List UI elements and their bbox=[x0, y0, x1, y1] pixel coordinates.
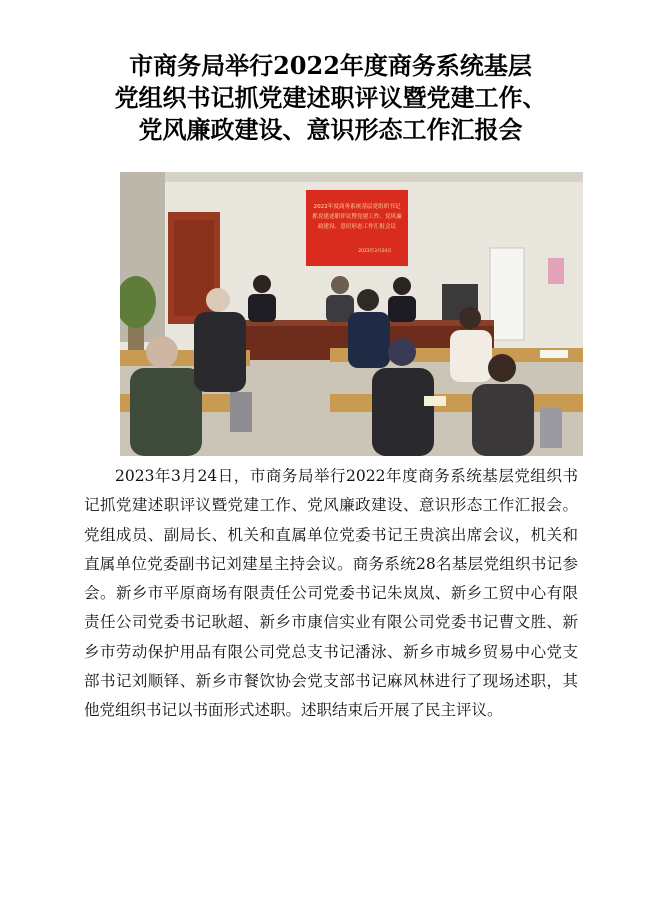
photo-ceiling bbox=[120, 172, 583, 182]
photo-audience-body bbox=[130, 368, 202, 456]
photo-audience-body bbox=[472, 384, 534, 456]
title-line-1: 市商务局举行2022年度商务系统基层 bbox=[129, 51, 532, 80]
meeting-photo bbox=[120, 172, 583, 456]
photo-chair bbox=[230, 392, 252, 432]
photo-audience-body bbox=[450, 330, 492, 382]
photo-audience-head bbox=[206, 288, 230, 312]
photo-person-head bbox=[393, 277, 411, 295]
photo-person-body bbox=[388, 296, 416, 322]
photo-banner-date: 2023年3月24日 bbox=[358, 249, 392, 254]
photo-audience-head bbox=[488, 354, 516, 382]
photo-poster bbox=[548, 258, 564, 284]
article-body: 2023年3月24日，市商务局举行2022年度商务系统基层党组织书记抓党建述职评议暨党建工作、党风廉政建设、意识形态工作汇报会。党组成员、副局长、机关和直属单位党委书记王贵滨出席会议，机关和直属单位党委副书记刘建星主持会议。商务系统28名基层党组织书记参会。新乡市平原商场有限责任公司党委书记朱岚岚、新乡工贸中心有限责任公司党委书记耿超、新乡市康信实业有限公司党委书记曹文胜、新乡市劳动保护用品有限公司党总支书记潘泳、新乡市城乡贸易中心党支部书记刘顺铎、新乡市餐饮协会党支部书记麻风林进行了现场述职，其他党组织书记以书面形式述职。述职结束后开展了民主评议。 bbox=[84, 467, 578, 720]
photo-paper bbox=[540, 350, 568, 358]
photo-chair bbox=[540, 408, 562, 448]
photo-audience-head bbox=[357, 289, 379, 311]
photo-person-head bbox=[253, 275, 271, 293]
photo-air-conditioner bbox=[490, 248, 524, 340]
photo-audience-head bbox=[146, 336, 178, 368]
photo-audience-body bbox=[372, 368, 434, 456]
photo-audience-body bbox=[194, 312, 246, 392]
title-line-2: 党组织书记抓党建述职评议暨党建工作、 bbox=[114, 83, 547, 112]
photo-person-head bbox=[331, 276, 349, 294]
photo-banner-line-3: 政建设、意识形态工作汇报会议 bbox=[317, 224, 397, 230]
photo-banner-line-1: 2022年度商务系统基层党组织书记 bbox=[313, 204, 401, 210]
photo-banner-line-2: 抓党建述职评议暨党建工作、党风廉 bbox=[312, 214, 402, 220]
photo-audience-body bbox=[348, 312, 390, 368]
photo-audience-head bbox=[459, 307, 481, 329]
photo-audience-head bbox=[388, 338, 416, 366]
article-title bbox=[0, 50, 661, 146]
photo-person-body bbox=[248, 294, 276, 322]
title-line-3: 党风廉政建设、意识形态工作汇报会 bbox=[138, 115, 523, 144]
photo-paper bbox=[424, 396, 446, 406]
